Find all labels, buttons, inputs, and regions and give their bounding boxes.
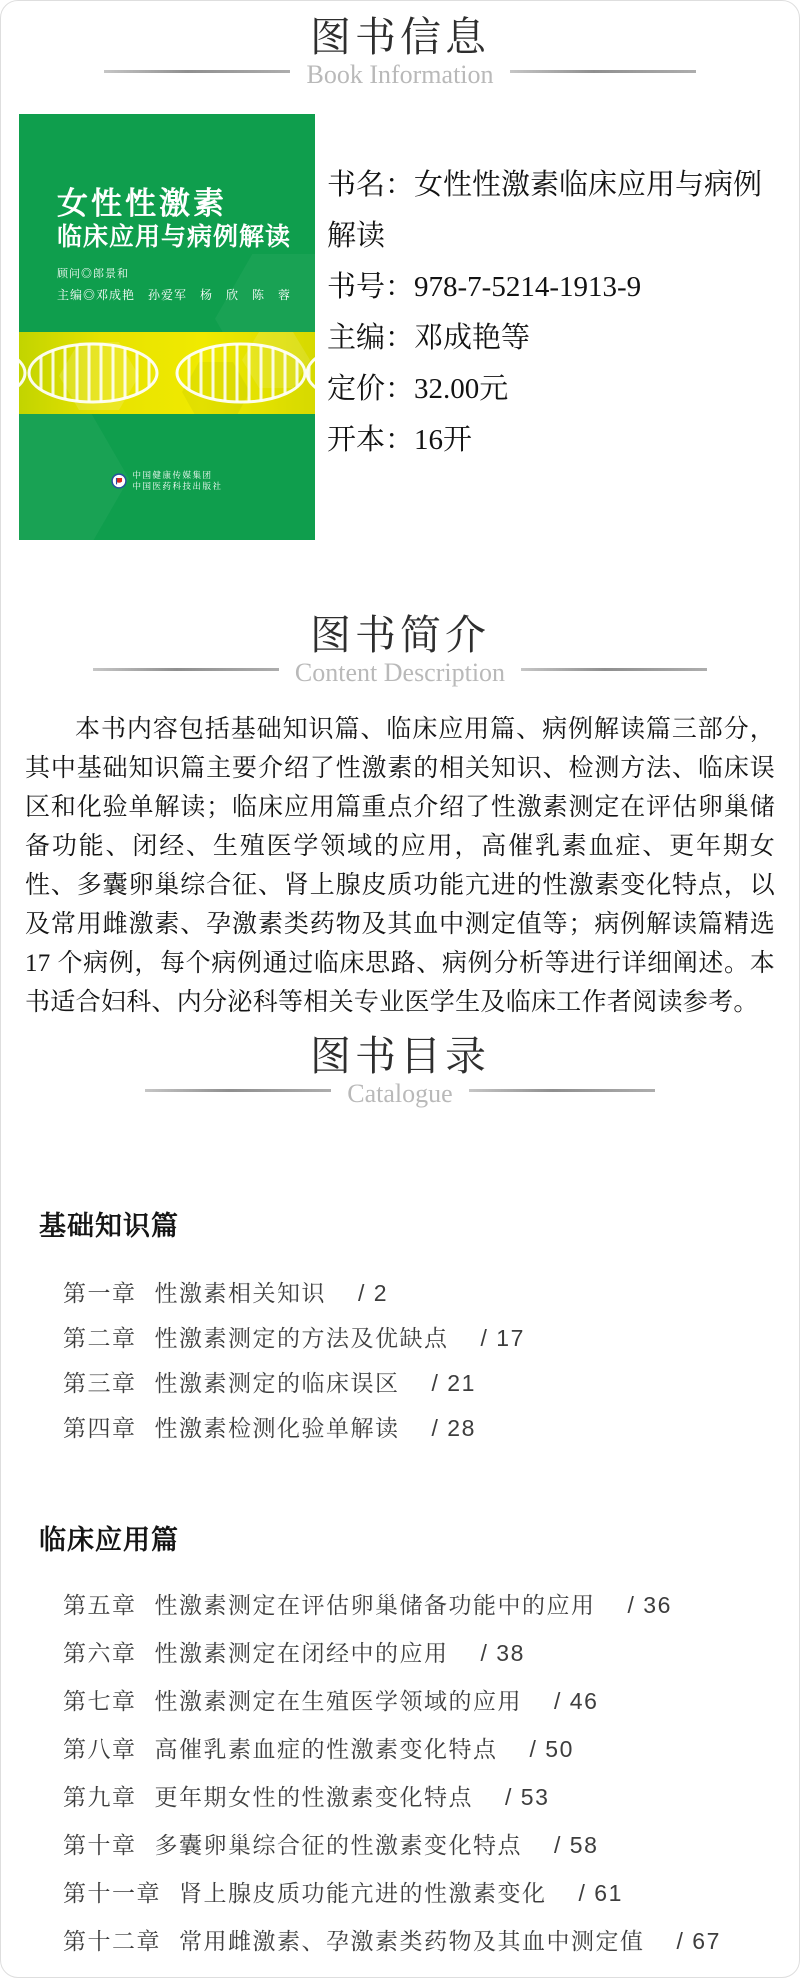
divider-line — [93, 668, 279, 671]
detail-label: 书名： — [327, 168, 415, 201]
dna-helix-band-graphic — [19, 332, 315, 414]
book-details — [327, 114, 789, 540]
divider-line — [510, 70, 696, 73]
publisher-press-name: 中国医药科技出版社 — [132, 480, 223, 491]
detail-row-isbn — [327, 262, 789, 313]
section-title-en: Book Information — [306, 60, 494, 90]
chapter-page: / 36 — [627, 1592, 672, 1619]
chapter-page: / 50 — [529, 1736, 574, 1763]
detail-row-format — [327, 415, 789, 466]
chapter-number: 第三章 — [63, 1370, 137, 1397]
chapter-page: / 21 — [431, 1370, 476, 1397]
chapter-row — [63, 1361, 799, 1406]
detail-label: 主编： — [327, 321, 415, 354]
chapter-row — [63, 1869, 799, 1917]
chapter-page: / 28 — [431, 1415, 476, 1442]
chapter-page: / 58 — [554, 1832, 599, 1859]
chapter-row — [63, 1677, 799, 1725]
chapter-title: 性激素测定的方法及优缺点 — [154, 1325, 449, 1352]
catalogue-section-clinical — [1, 1518, 799, 1965]
detail-value: 女性性激素临床应用与病例解读 — [327, 168, 763, 252]
section-title-cn: 图书目录 — [310, 1033, 490, 1080]
chapter-number: 第五章 — [63, 1592, 137, 1619]
detail-row-title — [327, 160, 789, 262]
chapter-number: 第八章 — [63, 1736, 137, 1763]
detail-row-editor — [327, 313, 789, 364]
chapter-title: 肾上腺皮质功能亢进的性激素变化 — [179, 1880, 547, 1907]
chapter-row — [63, 1725, 799, 1773]
chapter-title: 性激素测定在生殖医学领域的应用 — [154, 1688, 522, 1715]
divider-line — [521, 668, 707, 671]
chapter-row — [63, 1773, 799, 1821]
detail-value: 32.00元 — [414, 372, 509, 405]
section-title-en: Catalogue — [347, 1079, 453, 1109]
catalogue-section-heading: 基础知识篇 — [39, 1211, 179, 1242]
detail-value: 978-7-5214-1913-9 — [414, 270, 642, 303]
chapter-number: 第十一章 — [63, 1880, 161, 1907]
publisher-name — [132, 470, 222, 492]
cover-title-line2: 临床应用与病例解读 — [57, 222, 292, 251]
chapter-number: 第四章 — [63, 1415, 137, 1442]
chapter-row — [63, 1581, 799, 1629]
detail-row-price — [327, 364, 789, 415]
catalogue-section-basics — [1, 1204, 799, 1451]
chapter-page: / 61 — [578, 1880, 623, 1907]
detail-label: 开本： — [327, 423, 415, 456]
chapter-number: 第六章 — [63, 1640, 137, 1667]
chapter-title: 性激素检测化验单解读 — [154, 1415, 400, 1442]
divider-line — [104, 70, 290, 73]
chapter-number: 第十二章 — [63, 1928, 161, 1955]
chapter-page: / 67 — [676, 1928, 721, 1955]
chapter-number: 第十章 — [63, 1832, 137, 1859]
chapter-title: 更年期女性的性激素变化特点 — [154, 1784, 473, 1811]
catalogue — [1, 1204, 799, 1965]
divider-line — [469, 1089, 655, 1092]
chapter-title: 高催乳素血症的性激素变化特点 — [154, 1736, 498, 1763]
catalogue-section-heading: 临床应用篇 — [39, 1525, 179, 1556]
chapter-row — [63, 1316, 799, 1361]
cover-advisor-line: 顾问◎郎景和 — [57, 267, 129, 280]
section-header-book-info — [1, 1, 799, 90]
detail-label: 定价： — [327, 372, 415, 405]
chapter-page: / 38 — [480, 1640, 525, 1667]
section-title-cn: 图书信息 — [310, 14, 490, 60]
chapter-number: 第二章 — [63, 1325, 137, 1352]
chapter-page: / 46 — [554, 1688, 599, 1715]
chapter-page: / 2 — [358, 1280, 389, 1307]
chapter-title: 性激素测定在评估卵巢储备功能中的应用 — [154, 1592, 596, 1619]
chapter-number: 第一章 — [63, 1280, 137, 1307]
divider-line — [145, 1089, 331, 1092]
chapter-number: 第七章 — [63, 1688, 137, 1715]
chapter-row — [63, 1629, 799, 1677]
chapter-title: 性激素测定的临床误区 — [154, 1370, 400, 1397]
section-header-catalogue — [1, 1034, 799, 1109]
chapter-title: 常用雌激素、孕激素类药物及其血中测定值 — [179, 1928, 645, 1955]
section-title-cn: 图书简介 — [310, 611, 490, 658]
section-title-en: Content Description — [294, 657, 506, 687]
publisher-block — [19, 470, 315, 492]
book-info-row — [19, 114, 799, 540]
chapter-title: 性激素测定在闭经中的应用 — [154, 1640, 449, 1667]
chapter-title: 多囊卵巢综合征的性激素变化特点 — [154, 1832, 522, 1859]
chapter-row — [63, 1406, 799, 1451]
chapter-row — [63, 1917, 799, 1965]
cover-title-line1: 女性性激素 — [57, 185, 227, 221]
detail-label: 书号： — [327, 270, 415, 303]
chapter-number: 第九章 — [63, 1784, 137, 1811]
book-cover-image — [19, 114, 315, 540]
chapter-title: 性激素相关知识 — [154, 1280, 326, 1307]
intro-paragraph: 本书内容包括基础知识篇、临床应用篇、病例解读篇三部分，其中基础知识篇主要介绍了性激素的相关知识、检测方法、临床误区和化验单解读；临床应用篇重点介绍了性激素测定在评估卵巢储备功能、闭经、生殖医学领域的应用，高催乳素血症、更年期女性、多囊卵巢综合征、肾上腺皮质功能亢进的性激素变化特点，以及常用雌激素、孕激素类药物及其血中测定值等；病例解读篇精选 17 个病例，每个病例通过临床思路、病例分析等进行详细阐述。本书适合妇科、内分泌科等相关专业医学生及临床工作者阅读参考。 — [25, 716, 775, 1017]
publisher-group-name: 中国健康传媒集团 — [132, 469, 213, 480]
section-header-intro — [1, 613, 799, 688]
chapter-page: / 53 — [505, 1784, 550, 1811]
chapter-page: / 17 — [480, 1325, 525, 1352]
publisher-logo-icon — [111, 473, 127, 489]
chapter-row — [63, 1271, 799, 1316]
detail-value: 16开 — [414, 423, 473, 456]
detail-value: 邓成艳等 — [414, 321, 531, 354]
cover-editors-line: 主编◎邓成艳 孙爱军 杨 欣 陈 蓉 — [57, 287, 292, 302]
chapter-row — [63, 1821, 799, 1869]
